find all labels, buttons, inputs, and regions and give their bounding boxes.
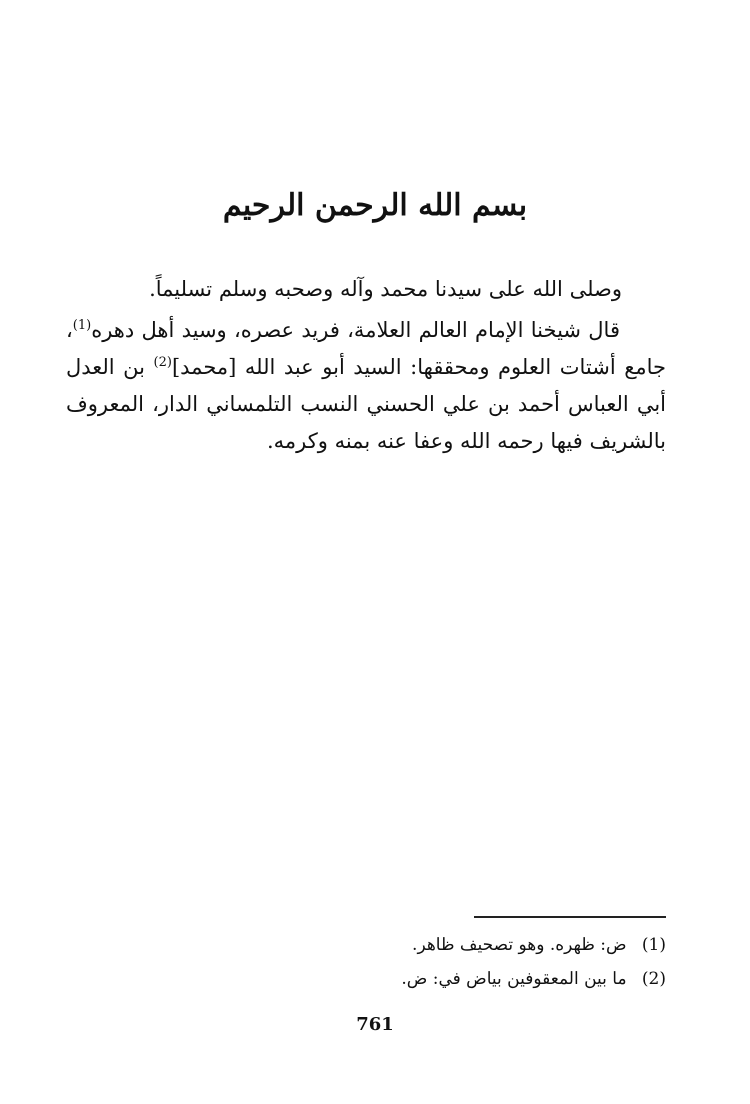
paragraph-text-part-3: بن العدل أبي العباس أحمد بن علي الحسني النسب التلمساني الدار، المعروف بالشريف فيها رحمه الله وعفا عنه بمنه وكرمه. bbox=[66, 355, 666, 453]
footnote-1 bbox=[66, 928, 666, 962]
footnote-2 bbox=[66, 962, 666, 996]
footnotes-section bbox=[66, 928, 666, 996]
main-paragraph bbox=[66, 312, 666, 460]
paragraph-text-part-2: ، جامع أشتات العلوم ومحققها: السيد أبو عبد الله [محمد] bbox=[66, 318, 667, 379]
footnote-ref-1[interactable]: (1) bbox=[72, 318, 92, 333]
paragraph-text-part-1: قال شيخنا الإمام العالم العلامة، فريد عصره، وسيد أهل دهره bbox=[91, 318, 620, 342]
footnote-number: (1) bbox=[641, 935, 666, 955]
basmala-heading: بسم الله الرحمن الرحيم bbox=[222, 188, 528, 223]
intro-line: وصلى الله على سيدنا محمد وآله وصحبه وسلم تسليماً. bbox=[149, 277, 622, 301]
footnote-separator bbox=[474, 916, 666, 918]
page-number: 761 bbox=[356, 1014, 394, 1035]
footnote-text: ض: ظهره. وهو تصحيف ظاهر. bbox=[412, 935, 627, 955]
footnote-number: (2) bbox=[641, 969, 666, 989]
footnote-ref-2[interactable]: (2) bbox=[153, 355, 172, 370]
footnote-text: ما بين المعقوفين بياض في: ض. bbox=[401, 969, 627, 989]
